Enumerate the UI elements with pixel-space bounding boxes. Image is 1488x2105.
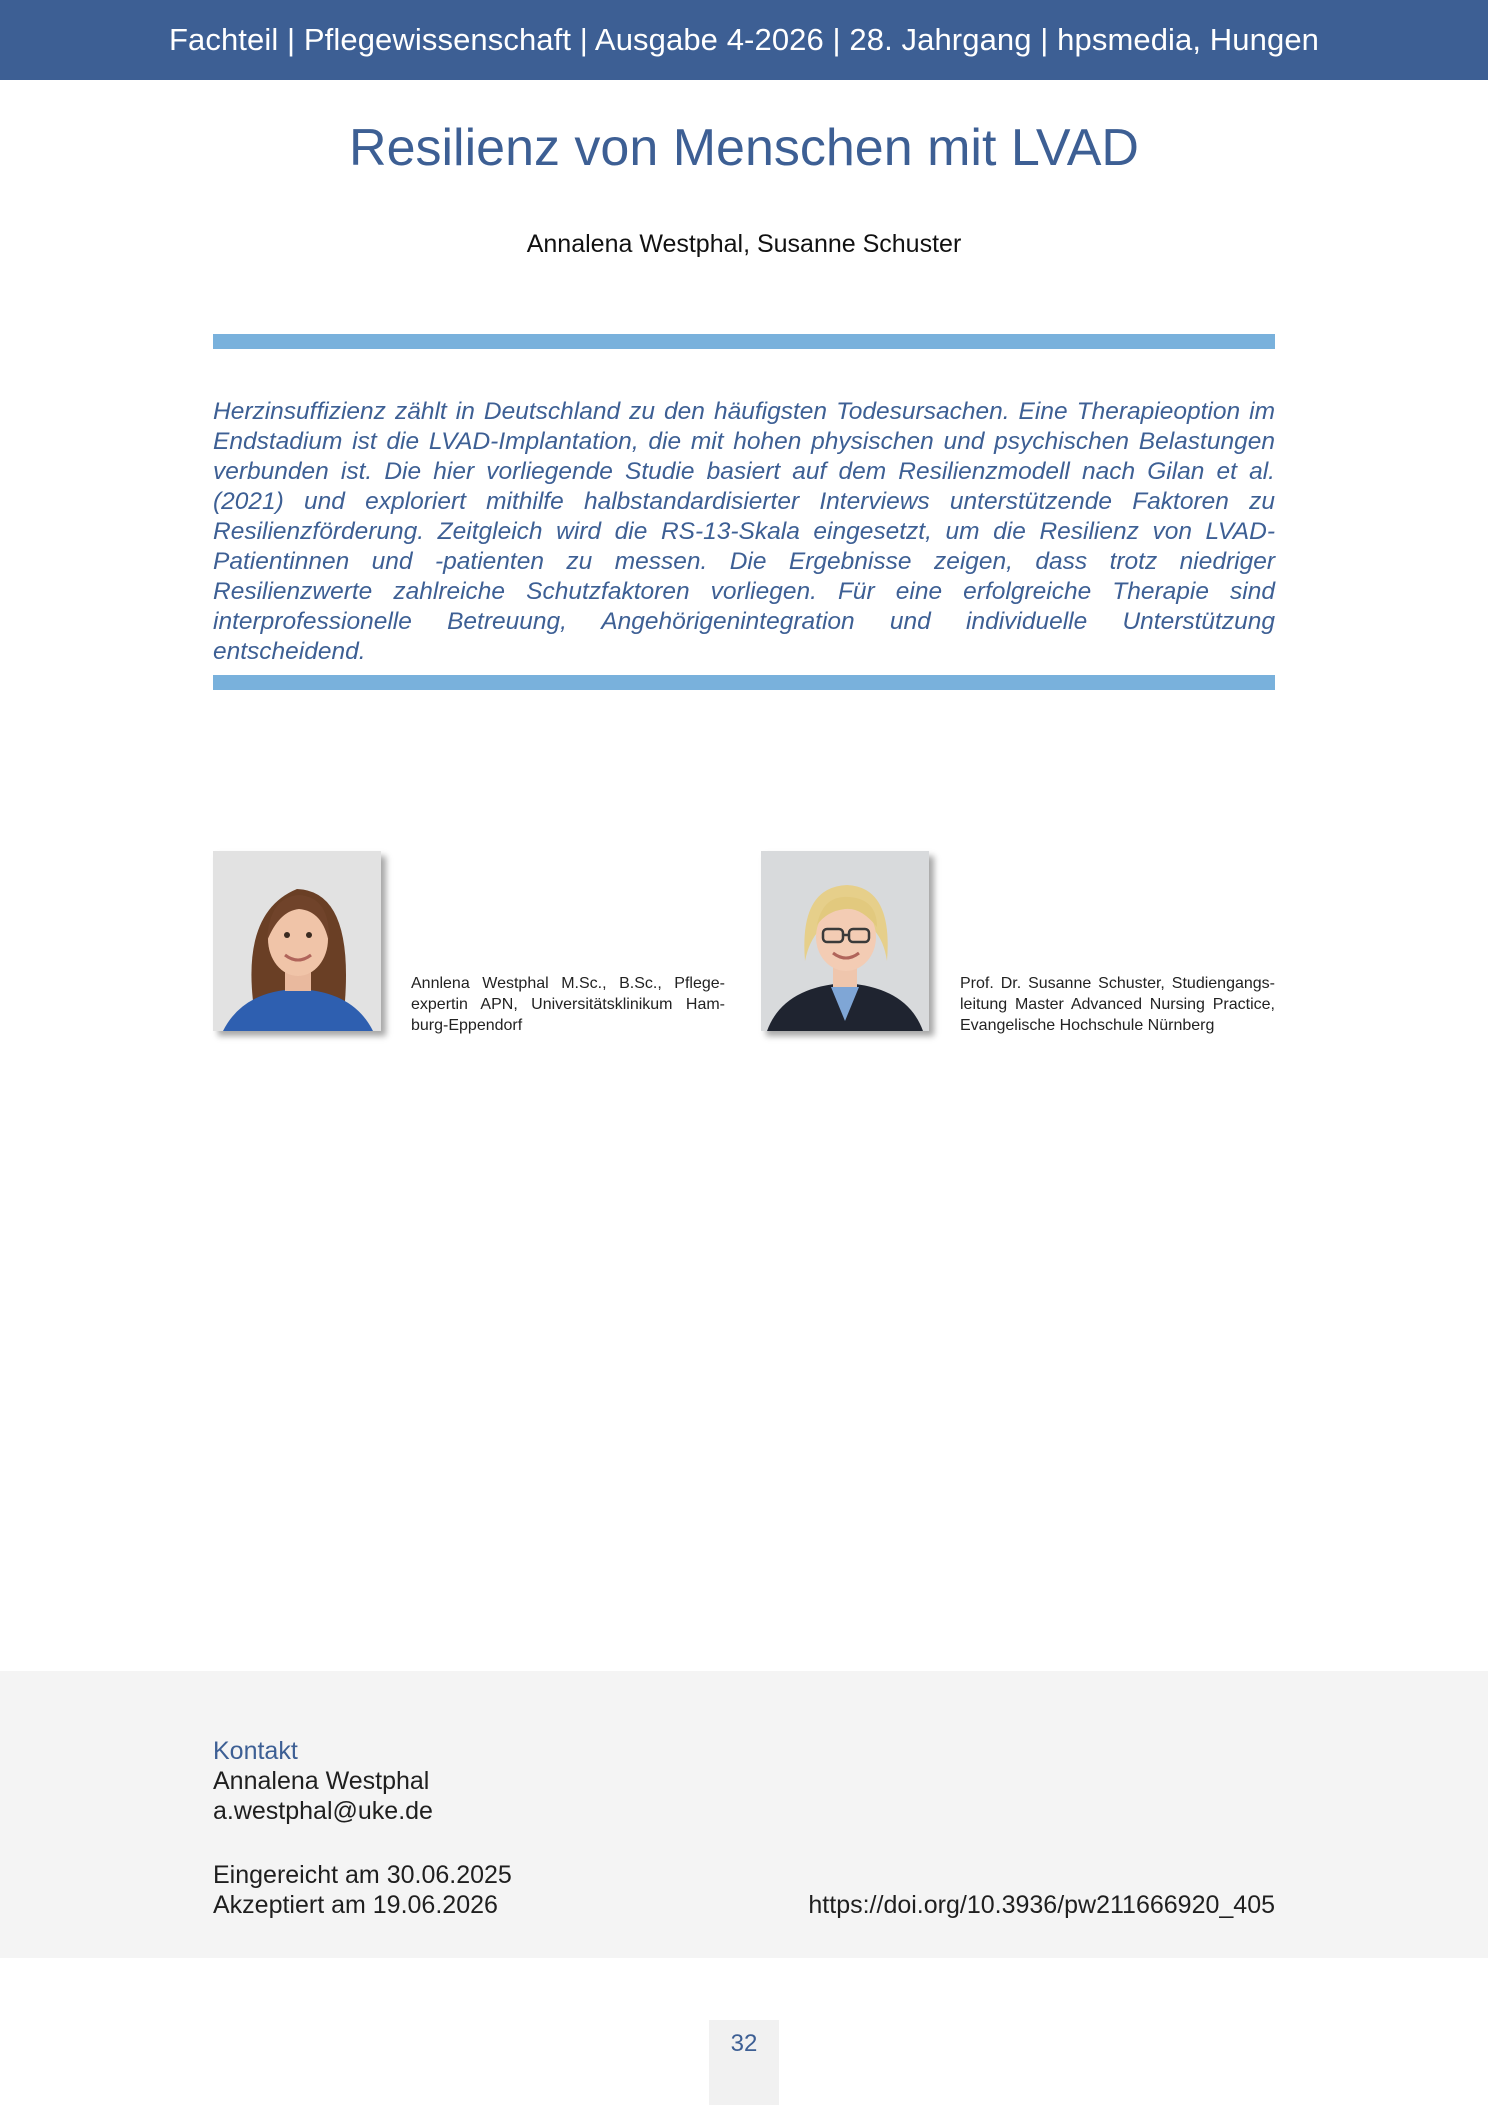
contact-panel — [0, 1671, 1488, 1958]
contact-email[interactable]: a.westphal@uke.de — [213, 1797, 433, 1825]
accepted-date: Akzeptiert am 19.06.2026 — [213, 1891, 498, 1919]
portrait-schuster-illustration — [761, 851, 929, 1031]
author-photo-schuster — [761, 851, 929, 1031]
journal-header-text: Fachteil | Pflegewissenschaft | Ausgabe 4-2026 | 28. Jahrgang | hpsmedia, Hungen — [168, 22, 1320, 57]
portrait-westphal-illustration — [213, 851, 381, 1031]
author-caption-schuster: Prof. Dr. Susanne Schuster, Studiengangsleitung Master Advanced Nursing Practice, Evangelische Hochschule Nürnberg — [960, 975, 1275, 1034]
page-number-box — [709, 2020, 779, 2105]
doi-link[interactable]: https://doi.org/10.3936/pw211666920_405 — [808, 1891, 1275, 1919]
journal-header-bar — [0, 0, 1488, 80]
abstract-top-rule — [213, 334, 1275, 349]
contact-label: Kontakt — [213, 1737, 298, 1765]
article-abstract: Herzinsuffizienz zählt in Deutschland zu den häufigsten Todesursachen. Eine Therapieoption im Endstadium ist die LVAD-Implantation, die mit hohen physischen und psychischen Belastungen verbunden ist. Die hier vorliegende Studie basiert auf dem Resilienzmodell nach Gilan et al. (2021) und exploriert mithilfe halbstandardisierter Interviews unterstützende Faktoren zu Resilienzförderung. Zeitgleich wird die RS-13-Skala eingesetzt, um die Resilienz von LVAD-Patientinnen und -patienten zu messen. Die Ergebnisse zeigen, dass trotz niedriger Resilienzwerte zahlreiche Schutzfaktoren vorliegen. Für eine erfolgreiche Therapie sind interprofessionelle Betreuung, Angehörigenintegration und individuelle Unterstützung entscheidend. — [213, 398, 1275, 665]
author-photo-westphal — [213, 851, 381, 1031]
author-caption-westphal: Annlena Westphal M.Sc., B.Sc., Pflegeexpertin APN, Universitätsklinikum Hamburg-Eppendorf — [411, 975, 725, 1034]
article-authors: Annalena Westphal, Susanne Schuster — [526, 230, 962, 258]
abstract-bottom-rule — [213, 675, 1275, 690]
article-title: Resilienz von Menschen mit LVAD — [349, 119, 1139, 177]
contact-name: Annalena Westphal — [213, 1767, 430, 1795]
submitted-date: Eingereicht am 30.06.2025 — [213, 1861, 512, 1889]
page-number: 32 — [730, 2030, 758, 2057]
